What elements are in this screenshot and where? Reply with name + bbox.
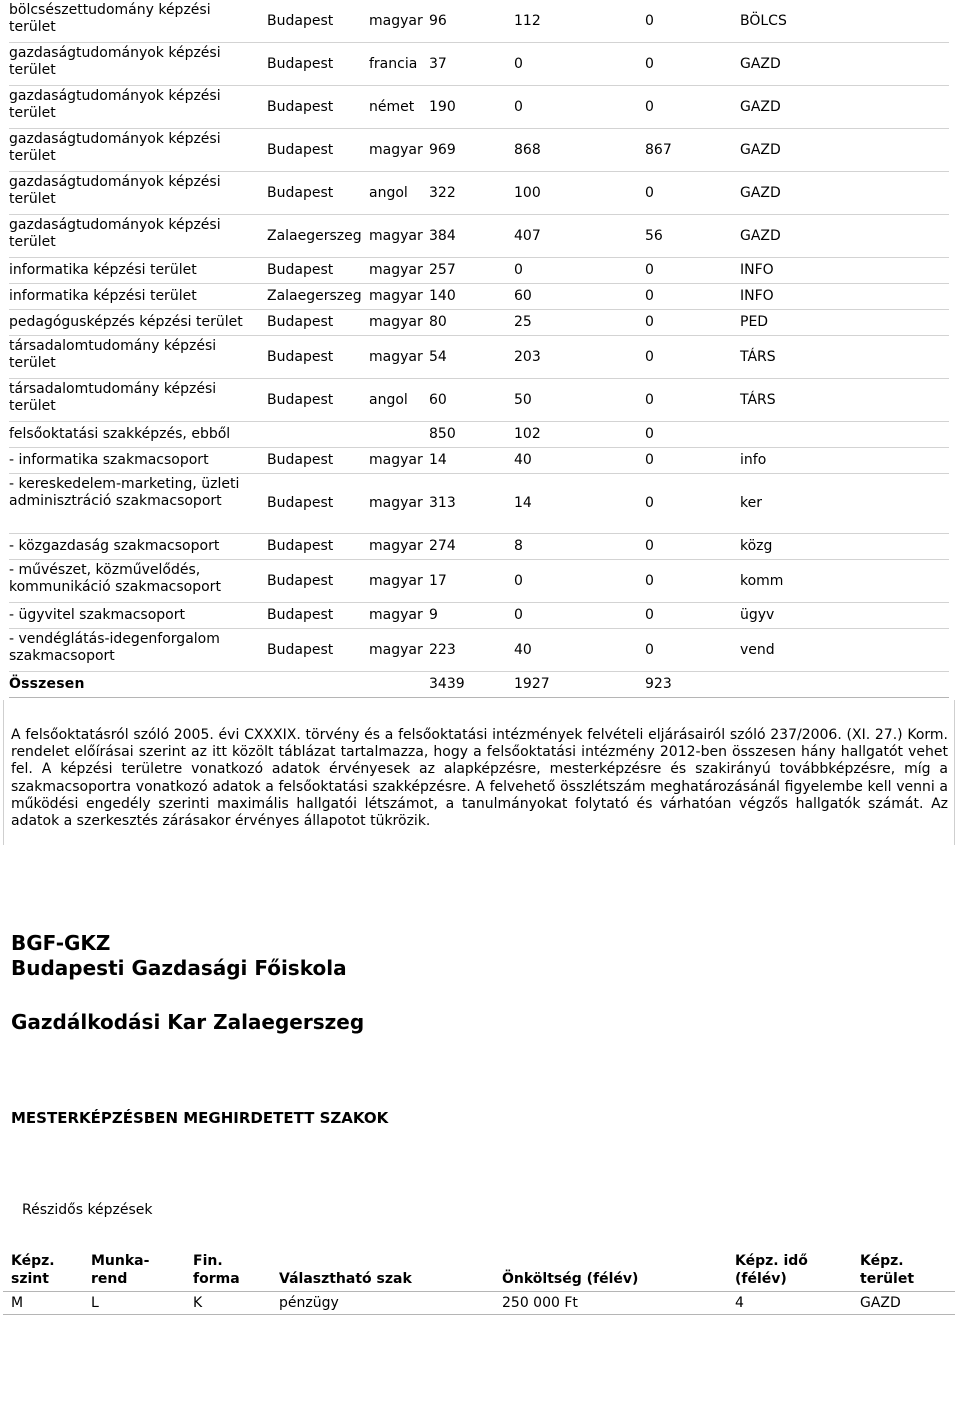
cell-v3: 0 xyxy=(645,55,654,72)
cell-level: M xyxy=(11,1295,24,1311)
cell-v2: 25 xyxy=(514,314,532,330)
cell-lang: magyar xyxy=(369,288,423,304)
cell-city: Budapest xyxy=(267,452,334,468)
table-row xyxy=(9,448,949,474)
total-v1: 3439 xyxy=(429,676,465,692)
cell-lang: magyar xyxy=(369,641,423,658)
cell-v2: 0 xyxy=(514,607,523,623)
table-row xyxy=(9,310,949,336)
cell-area: gazdaságtudományok képzési terület xyxy=(9,174,221,207)
header-tuition: Önköltség (félév) xyxy=(502,1271,639,1287)
cell-city: Budapest xyxy=(267,314,334,330)
cell-city: Budapest xyxy=(267,12,334,29)
cell-city: Budapest xyxy=(267,391,334,408)
cell-code: TÁRS xyxy=(740,391,776,408)
cell-city: Budapest xyxy=(267,495,334,511)
table-row xyxy=(9,629,949,672)
cell-area: - kereskedelem-marketing, üzleti adminisztráció szakmacsoport xyxy=(9,476,240,509)
cell-v1: 54 xyxy=(429,348,447,365)
cell-v3: 0 xyxy=(645,572,654,589)
cell-v1: 140 xyxy=(429,288,456,304)
cell-code: vend xyxy=(740,641,775,658)
cell-area: gazdaságtudományok képzési terület xyxy=(9,88,221,121)
cell-area: informatika képzési terület xyxy=(9,262,197,278)
cell-v1: 14 xyxy=(429,452,447,468)
cell-finance: K xyxy=(193,1295,203,1311)
section-title: MESTERKÉPZÉSBEN MEGHIRDETETT SZAKOK xyxy=(11,1109,389,1127)
table-row xyxy=(9,172,949,215)
total-row xyxy=(9,672,949,698)
cell-code: GAZD xyxy=(740,55,781,72)
cell-v2: 0 xyxy=(514,262,523,278)
cell-v3: 0 xyxy=(645,348,654,365)
cell-v1: 257 xyxy=(429,262,456,278)
header-program: Választható szak xyxy=(279,1271,412,1287)
cell-area: gazdaságtudományok képzési terület xyxy=(9,45,221,78)
total-v2: 1927 xyxy=(514,676,550,692)
cell-code: INFO xyxy=(740,262,774,278)
cell-v1: 969 xyxy=(429,141,456,158)
institution-name: Budapesti Gazdasági Főiskola xyxy=(11,956,347,980)
cell-v1: 274 xyxy=(429,538,456,554)
cell-code: TÁRS xyxy=(740,348,776,365)
cell-v3: 0 xyxy=(645,98,654,115)
cell-area: GAZD xyxy=(860,1295,901,1311)
cell-v3: 56 xyxy=(645,227,663,244)
cell-tuition: 250 000 Ft xyxy=(502,1295,578,1311)
table-divider xyxy=(3,1291,955,1292)
table-row xyxy=(9,129,949,172)
cell-city: Budapest xyxy=(267,641,334,658)
cell-v1: 60 xyxy=(429,391,447,408)
cell-area: - informatika szakmacsoport xyxy=(9,452,209,468)
cell-v3: 0 xyxy=(645,314,654,330)
cell-v2: 50 xyxy=(514,391,532,408)
cell-v2: 407 xyxy=(514,227,541,244)
table-row xyxy=(9,86,949,129)
cell-city: Zalaegerszeg xyxy=(267,227,362,244)
cell-v1: 223 xyxy=(429,641,456,658)
cell-lang: magyar xyxy=(369,538,423,554)
table-row xyxy=(9,560,949,603)
cell-code: GAZD xyxy=(740,141,781,158)
cell-v1: 313 xyxy=(429,495,456,511)
cell-v2: 102 xyxy=(514,426,541,442)
cell-code: BÖLCS xyxy=(740,12,787,29)
cell-v1: 850 xyxy=(429,426,456,442)
cell-v3: 867 xyxy=(645,141,672,158)
cell-lang: magyar xyxy=(369,314,423,330)
cell-city: Budapest xyxy=(267,141,334,158)
header-area: Képz. terület xyxy=(860,1253,915,1287)
cell-code: GAZD xyxy=(740,227,781,244)
cell-v1: 96 xyxy=(429,12,447,29)
header-finance: Fin. forma xyxy=(193,1253,240,1287)
institution-code: BGF-GKZ xyxy=(11,931,111,955)
cell-lang: magyar xyxy=(369,572,423,589)
cell-lang: francia xyxy=(369,55,418,72)
legal-note: A felsőoktatásról szóló 2005. évi CXXXIX. törvény és a felsőoktatási intézmények felvételi eljárásairól szóló 237/2006. (XI. 27.) Korm. rendelet előírásai szerint az itt közölt táblázat tartalmazza, hogy a felsőoktatási intézmény 2012-ben összesen hány hallgatót vehet fel. A képzési területre vonatkozó adatok érvényesek az alapképzésre, mesterképzésre és szakirányú továbbképzésre, míg a szakmacsoportra vonatkozó adatok a felsőoktatási szakképzésre. A felvehető összlétszám meghatározásánál figyelembe kell venni a működési engedély szerinti maximális hallgatói létszámot, a tanulmányokat folytató és várhatóan végzős hallgatók számát. Az adatok a szerkesztés zárásakor érvényes állapotot tükrözik. xyxy=(11,727,948,830)
cell-v1: 17 xyxy=(429,572,447,589)
cell-v3: 0 xyxy=(645,426,654,442)
header-schedule: Munka- rend xyxy=(91,1253,150,1287)
cell-area: pedagógusképzés képzési terület xyxy=(9,314,243,330)
cell-v3: 0 xyxy=(645,262,654,278)
cell-city: Budapest xyxy=(267,98,334,115)
cell-lang: magyar xyxy=(369,262,423,278)
cell-code: INFO xyxy=(740,288,774,304)
cell-code: komm xyxy=(740,572,784,589)
cell-code: közg xyxy=(740,538,773,554)
cell-city: Budapest xyxy=(267,538,334,554)
cell-v2: 100 xyxy=(514,184,541,201)
cell-v3: 0 xyxy=(645,452,654,468)
cell-city: Budapest xyxy=(267,55,334,72)
cell-lang: magyar xyxy=(369,495,423,511)
cell-v2: 14 xyxy=(514,495,532,511)
cell-lang: magyar xyxy=(369,452,423,468)
cell-area: bölcsészettudomány képzési terület xyxy=(9,2,211,35)
table-row xyxy=(9,534,949,560)
cell-v1: 384 xyxy=(429,227,456,244)
cell-lang: magyar xyxy=(369,607,423,623)
cell-code: GAZD xyxy=(740,98,781,115)
cell-lang: magyar xyxy=(369,12,423,29)
total-label: Összesen xyxy=(9,676,85,692)
cell-v2: 868 xyxy=(514,141,541,158)
cell-v3: 0 xyxy=(645,12,654,29)
cell-v1: 80 xyxy=(429,314,447,330)
table-row xyxy=(9,0,949,43)
table-row xyxy=(9,422,949,448)
cell-lang: angol xyxy=(369,184,408,201)
cell-v3: 0 xyxy=(645,538,654,554)
cell-lang: magyar xyxy=(369,141,423,158)
cell-v1: 9 xyxy=(429,607,438,623)
table-row xyxy=(9,43,949,86)
cell-city: Budapest xyxy=(267,184,334,201)
table-row xyxy=(9,336,949,379)
cell-code: ker xyxy=(740,495,762,511)
cell-duration: 4 xyxy=(735,1295,744,1311)
cell-v3: 0 xyxy=(645,495,654,511)
cell-v3: 0 xyxy=(645,607,654,623)
cell-city: Budapest xyxy=(267,607,334,623)
header-duration: Képz. idő (félév) xyxy=(735,1253,808,1287)
cell-city: Budapest xyxy=(267,262,334,278)
study-mode-label: Részidős képzések xyxy=(22,1202,153,1218)
header-level: Képz. szint xyxy=(11,1253,55,1287)
cell-v3: 0 xyxy=(645,184,654,201)
table-row xyxy=(9,603,949,629)
cell-area: - ügyvitel szakmacsoport xyxy=(9,607,185,623)
cell-v1: 37 xyxy=(429,55,447,72)
table-row xyxy=(9,284,949,310)
cell-lang: német xyxy=(369,98,415,115)
cell-v2: 112 xyxy=(514,12,541,29)
cell-code: GAZD xyxy=(740,184,781,201)
cell-v2: 60 xyxy=(514,288,532,304)
cell-area: társadalomtudomány képzési terület xyxy=(9,338,217,371)
cell-v2: 0 xyxy=(514,98,523,115)
cell-code: ügyv xyxy=(740,607,775,623)
cell-area: - művészet, közművelődés, kommunikáció szakmacsoport xyxy=(9,562,221,595)
cell-code: info xyxy=(740,452,767,468)
cell-v2: 0 xyxy=(514,572,523,589)
cell-lang: angol xyxy=(369,391,408,408)
cell-v2: 8 xyxy=(514,538,523,554)
cell-v1: 190 xyxy=(429,98,456,115)
cell-v2: 0 xyxy=(514,55,523,72)
cell-lang: magyar xyxy=(369,227,423,244)
cell-code: PED xyxy=(740,314,769,330)
cell-area: gazdaságtudományok képzési terület xyxy=(9,131,221,164)
admission-quota-table xyxy=(9,0,949,698)
table-row xyxy=(9,258,949,284)
cell-city: Budapest xyxy=(267,348,334,365)
table-divider xyxy=(3,1314,955,1315)
cell-area: - vendéglátás-idegenforgalom szakmacsoport xyxy=(9,631,220,664)
cell-v3: 0 xyxy=(645,391,654,408)
table-row xyxy=(9,379,949,422)
cell-v1: 322 xyxy=(429,184,456,201)
cell-v2: 40 xyxy=(514,452,532,468)
total-v3: 923 xyxy=(645,676,672,692)
cell-city: Zalaegerszeg xyxy=(267,288,362,304)
cell-v3: 0 xyxy=(645,641,654,658)
cell-area: informatika képzési terület xyxy=(9,288,197,304)
cell-area: felsőoktatási szakképzés, ebből xyxy=(9,426,231,442)
cell-v2: 203 xyxy=(514,348,541,365)
cell-v3: 0 xyxy=(645,288,654,304)
cell-area: - közgazdaság szakmacsoport xyxy=(9,538,220,554)
table-row xyxy=(9,474,949,534)
cell-lang: magyar xyxy=(369,348,423,365)
cell-city: Budapest xyxy=(267,572,334,589)
table-row xyxy=(9,215,949,258)
cell-v2: 40 xyxy=(514,641,532,658)
cell-area: társadalomtudomány képzési terület xyxy=(9,381,217,414)
cell-area: gazdaságtudományok képzési terület xyxy=(9,217,221,250)
faculty-name: Gazdálkodási Kar Zalaegerszeg xyxy=(11,1010,365,1034)
cell-program: pénzügy xyxy=(279,1295,339,1311)
cell-schedule: L xyxy=(91,1295,99,1311)
